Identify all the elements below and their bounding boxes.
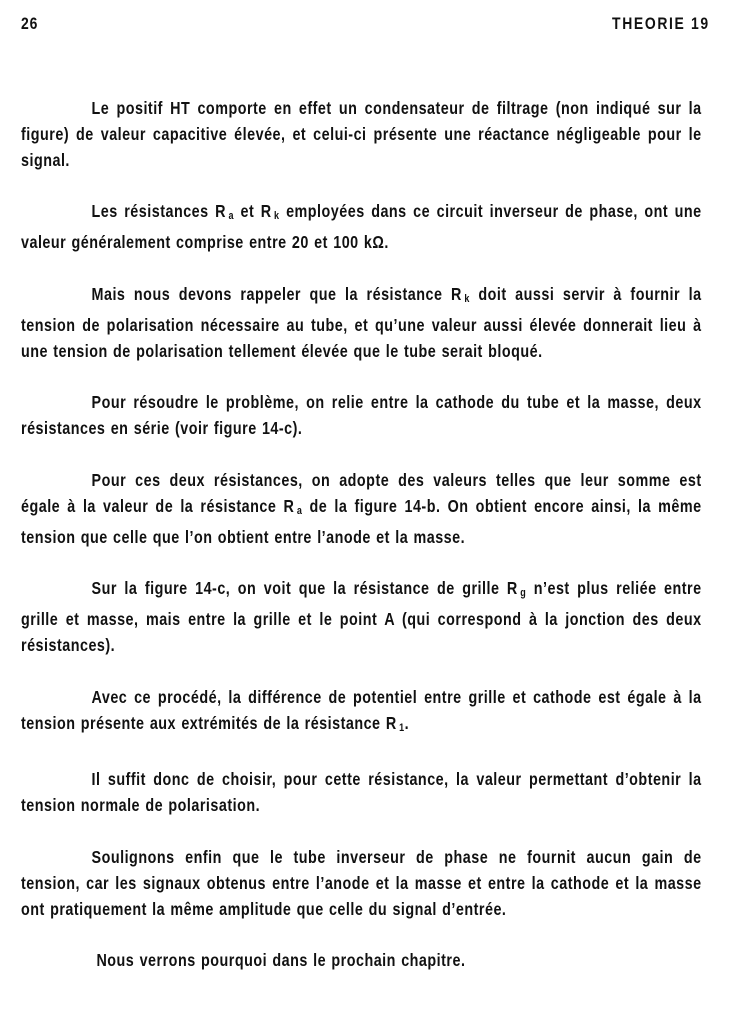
resistor-subscript: k [464, 292, 470, 305]
paragraph-text: Pour ces deux résistances, on adopte des valeurs telles que leur somme est égale à la valeur de la résistance [21, 469, 702, 516]
paragraph-text: Mais nous devons rappeler que la résistance [91, 283, 451, 304]
paragraph-text: n’est plus reliée entre grille et masse, mais entre la grille et le point A (qui correspond à la jonction des deux résistances). [21, 578, 702, 655]
resistor-subscript: k [274, 210, 280, 223]
page-number: 26 [21, 14, 39, 33]
paragraph-text: Il suffit donc de choisir, pour cette résistance, la valeur permettant d’obtenir la tension normale de polarisation. [21, 769, 702, 816]
resistor-symbol: R [450, 283, 462, 304]
resistor-symbol: R [506, 578, 518, 599]
chapter-title: THEORIE 19 [612, 14, 710, 33]
resistor-symbol: R [283, 495, 295, 516]
paragraph-potential-difference [21, 685, 702, 742]
paragraph-text: et [233, 201, 261, 222]
paragraph-text: Pour résoudre le problème, on relie entre la cathode du tube et la masse, deux résistances en série (voir figure 14-c). [21, 392, 702, 439]
resistor-symbol: R [260, 201, 272, 222]
paragraph-sum-values [21, 468, 702, 550]
resistor-symbol: R [215, 201, 226, 222]
resistor-subscript: 1 [399, 721, 405, 734]
paragraph-text: Sur la figure 14-c, on voit que la résistance de grille [91, 578, 507, 599]
paragraph-text: Les résistances [91, 201, 216, 222]
paragraph-solution-series [21, 390, 702, 442]
paragraph-text: doit aussi servir à fournir la tension de polarisation nécessaire au tube, et qu’une valeur aussi élevée donnerait lieu à une tension de polarisation tellement élevée que le tube serait bloqué. [21, 283, 702, 361]
paragraph-text: employées dans ce circuit inverseur de phase, ont une valeur généralement comprise entre 20 et 100 kΩ. [21, 201, 702, 253]
paragraph-choose-value [21, 767, 702, 819]
resistor-symbol: R [385, 712, 397, 733]
paragraph-resistance-values [21, 199, 702, 256]
running-header [21, 14, 710, 36]
paragraph-polarisation-rk [21, 282, 702, 364]
paragraph-filter-capacitor [21, 96, 702, 173]
body-text [21, 96, 702, 974]
paragraph-text: Nous verrons pourquoi dans le prochain chapitre. [96, 950, 466, 971]
paragraph-text: Le positif HT comporte en effet un condensateur de filtrage (non indiqué sur la figure) de valeur capacitive élevée, et celui-ci présente une réactance négligeable pour le signal. [21, 98, 702, 170]
resistor-subscript: a [296, 504, 303, 517]
paragraph-text: de la figure 14-b. On obtient encore ainsi, la même tension que celle que l’on obtient entre l’anode et la masse. [21, 495, 702, 547]
paragraph-text: . [404, 712, 410, 733]
paragraph-text: Avec ce procédé, la différence de potentiel entre grille et cathode est égale à la tension présente aux extrémités de la résistance [21, 686, 702, 733]
paragraph-text: Soulignons enfin que le tube inverseur de phase ne fournit aucun gain de tension, car les signaux obtenus entre l’anode et la masse et entre la cathode et la masse ont pratiquement la même amplitude que celle du signal d’entrée. [21, 846, 702, 919]
resistor-subscript: g [520, 587, 527, 600]
paragraph-next-chapter [21, 948, 702, 974]
paragraph-no-gain [21, 845, 702, 922]
resistor-subscript: a [228, 210, 234, 223]
paragraph-grid-resistor [21, 576, 702, 658]
